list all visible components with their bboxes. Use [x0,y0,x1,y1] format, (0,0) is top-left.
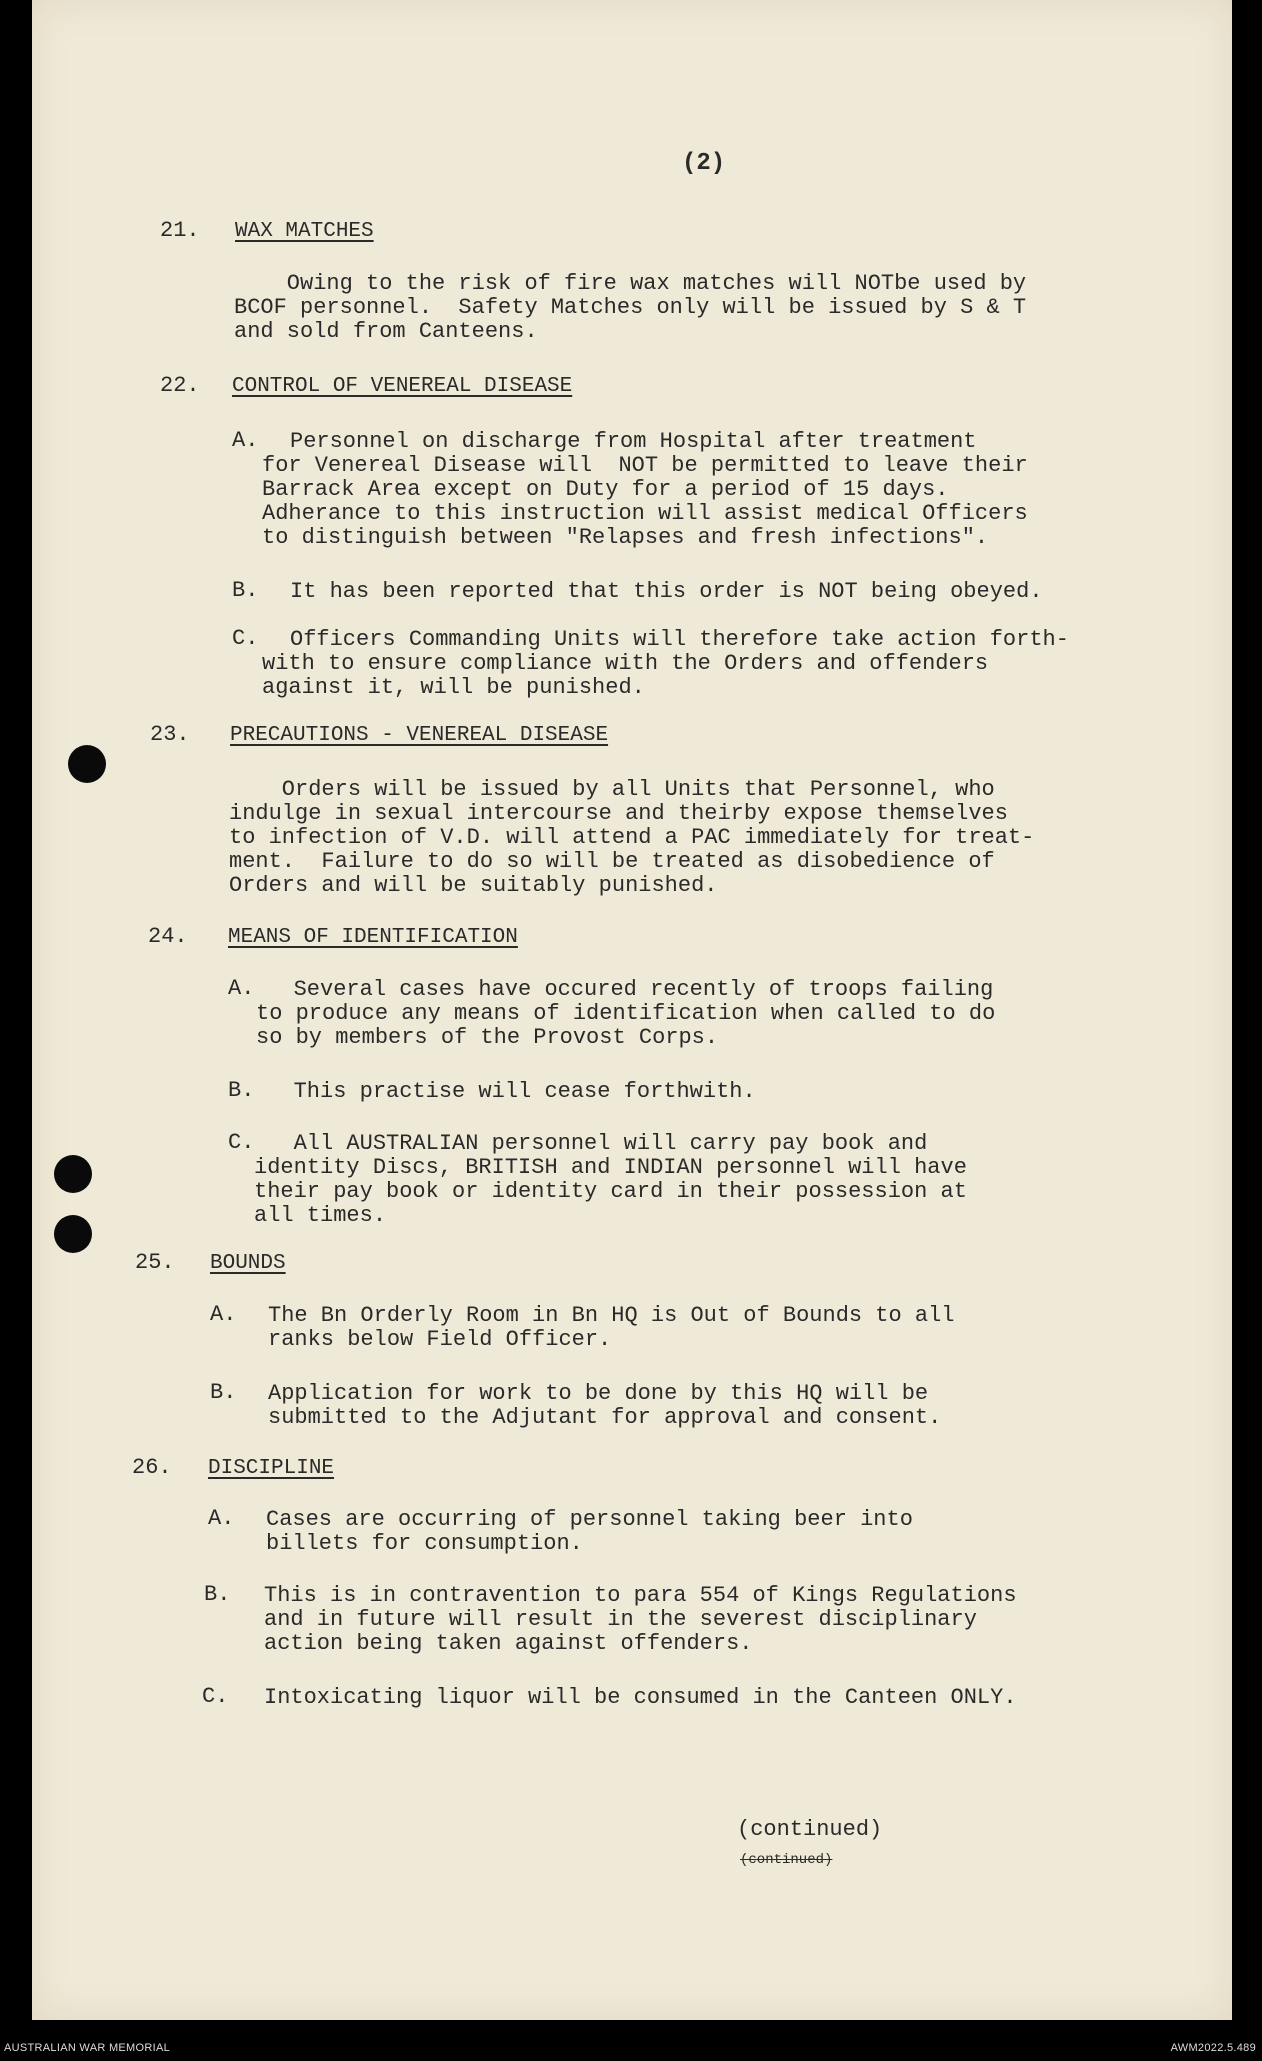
section-24-item-c-continuation [254,1156,967,1228]
section-24-number: 24. [148,924,188,949]
section-22-item-c-text [290,628,1069,652]
section-22-item-c-letter: C. [232,626,259,651]
text-line: ranks below Field Officer. [268,1327,612,1352]
text-line: billets for consumption. [266,1531,583,1556]
section-26-item-c-text [264,1686,1017,1710]
text-line: their pay book or identity card in their possession at [254,1179,967,1204]
continued-note-struck: (continued) [740,1852,833,1868]
section-23-heading: PRECAUTIONS - VENEREAL DISEASE [230,724,609,747]
text-line: indulge in sexual intercourse and theirby expose themselves [229,801,1008,826]
text-line: with to ensure compliance with the Orders and offenders [262,651,989,676]
section-23-body [229,778,1034,898]
text-line: to produce any means of identification when called to do [256,1001,996,1026]
section-21-heading: WAX MATCHES [235,220,374,243]
section-21-body [234,272,1026,344]
text-line: to distinguish between "Relapses and fresh infections". [262,525,989,550]
section-24-item-c-text [254,1132,927,1156]
text-line: This practise will cease forthwith. [254,1079,756,1104]
text-line: This is in contravention to para 554 of Kings Regulations [264,1583,1017,1608]
punch-hole-middle [54,1155,92,1193]
section-22-item-a-letter: A. [232,428,259,453]
section-26-item-b-text [264,1584,1017,1656]
section-22-item-a-continuation [262,454,1028,550]
text-line: Cases are occurring of personnel taking beer into [266,1507,913,1532]
section-25-number: 25. [135,1250,175,1275]
text-line: to infection of V.D. will attend a PAC immediately for treat- [229,825,1035,850]
section-26-number: 26. [132,1455,172,1480]
text-line: against it, will be punished. [262,675,645,700]
text-line: all times. [254,1203,387,1228]
text-line: Orders will be issued by all Units that Personnel, who [229,777,995,802]
section-22-item-c-continuation [262,652,988,700]
section-24-item-a-text [254,978,993,1002]
text-line: action being taken against offenders. [264,1631,753,1656]
section-22-item-b-letter: B. [232,578,259,603]
section-25-item-a-letter: A. [210,1302,237,1327]
text-line: Adherance to this instruction will assist medical Officers [262,501,1028,526]
punch-hole-top [68,745,106,783]
section-25-item-b-letter: B. [210,1380,237,1405]
section-24-item-a-continuation [256,1002,995,1050]
text-line: and sold from Canteens. [234,319,538,344]
section-24-item-c-letter: C. [228,1130,255,1155]
document-page [32,0,1232,2020]
section-24-item-a-letter: A. [228,976,255,1001]
section-21-number: 21. [160,218,200,243]
text-line: BCOF personnel. Safety Matches only will be issued by S & T [234,295,1027,320]
section-22-item-b-text [290,580,1043,604]
section-24-heading: MEANS OF IDENTIFICATION [228,926,518,949]
text-line: Barrack Area except on Duty for a period of 15 days. [262,477,949,502]
text-line: ment. Failure to do so will be treated as disobedience of [229,849,995,874]
continued-note: (continued) [737,1817,883,1842]
text-line: Intoxicating liquor will be consumed in the Canteen ONLY. [264,1685,1017,1710]
text-line: and in future will result in the severest disciplinary [264,1607,977,1632]
section-25-item-b-text [268,1382,941,1430]
text-line: All AUSTRALIAN personnel will carry pay book and [254,1131,928,1156]
section-24-item-b-letter: B. [228,1078,255,1103]
section-26-item-a-letter: A. [208,1506,235,1531]
footer-reference: AWM2022.5.489 [1170,2042,1256,2054]
section-22-number: 22. [160,373,200,398]
punch-hole-bottom [54,1215,92,1253]
section-25-heading: BOUNDS [210,1252,286,1275]
section-22-item-a-text [290,430,977,454]
text-line: Owing to the risk of fire wax matches will NOTbe used by [234,271,1027,296]
section-26-item-a-text [266,1508,913,1556]
text-line: Orders and will be suitably punished. [229,873,718,898]
section-26-heading: DISCIPLINE [208,1457,335,1480]
section-22-heading: CONTROL OF VENEREAL DISEASE [232,375,573,398]
text-line: so by members of the Provost Corps. [256,1025,719,1050]
footer-archive-name: AUSTRALIAN WAR MEMORIAL [4,2042,171,2054]
section-26-item-c-letter: C. [202,1684,229,1709]
section-24-item-b-text [254,1080,756,1104]
section-23-number: 23. [150,722,190,747]
section-25-item-a-text [268,1304,955,1352]
text-line: Officers Commanding Units will therefore take action forth- [290,627,1069,652]
text-line: submitted to the Adjutant for approval and consent. [268,1405,942,1430]
text-line: Personnel on discharge from Hospital after treatment [290,429,977,454]
text-line: identity Discs, BRITISH and INDIAN personnel will have [254,1155,967,1180]
text-line: It has been reported that this order is NOT being obeyed. [290,579,1043,604]
page-number: (2) [682,150,726,177]
section-26-item-b-letter: B. [204,1582,231,1607]
text-line: Application for work to be done by this HQ will be [268,1381,929,1406]
text-line: The Bn Orderly Room in Bn HQ is Out of Bounds to all [268,1303,955,1328]
text-line: Several cases have occured recently of troops failing [254,977,994,1002]
text-line: for Venereal Disease will NOT be permitted to leave their [262,453,1028,478]
